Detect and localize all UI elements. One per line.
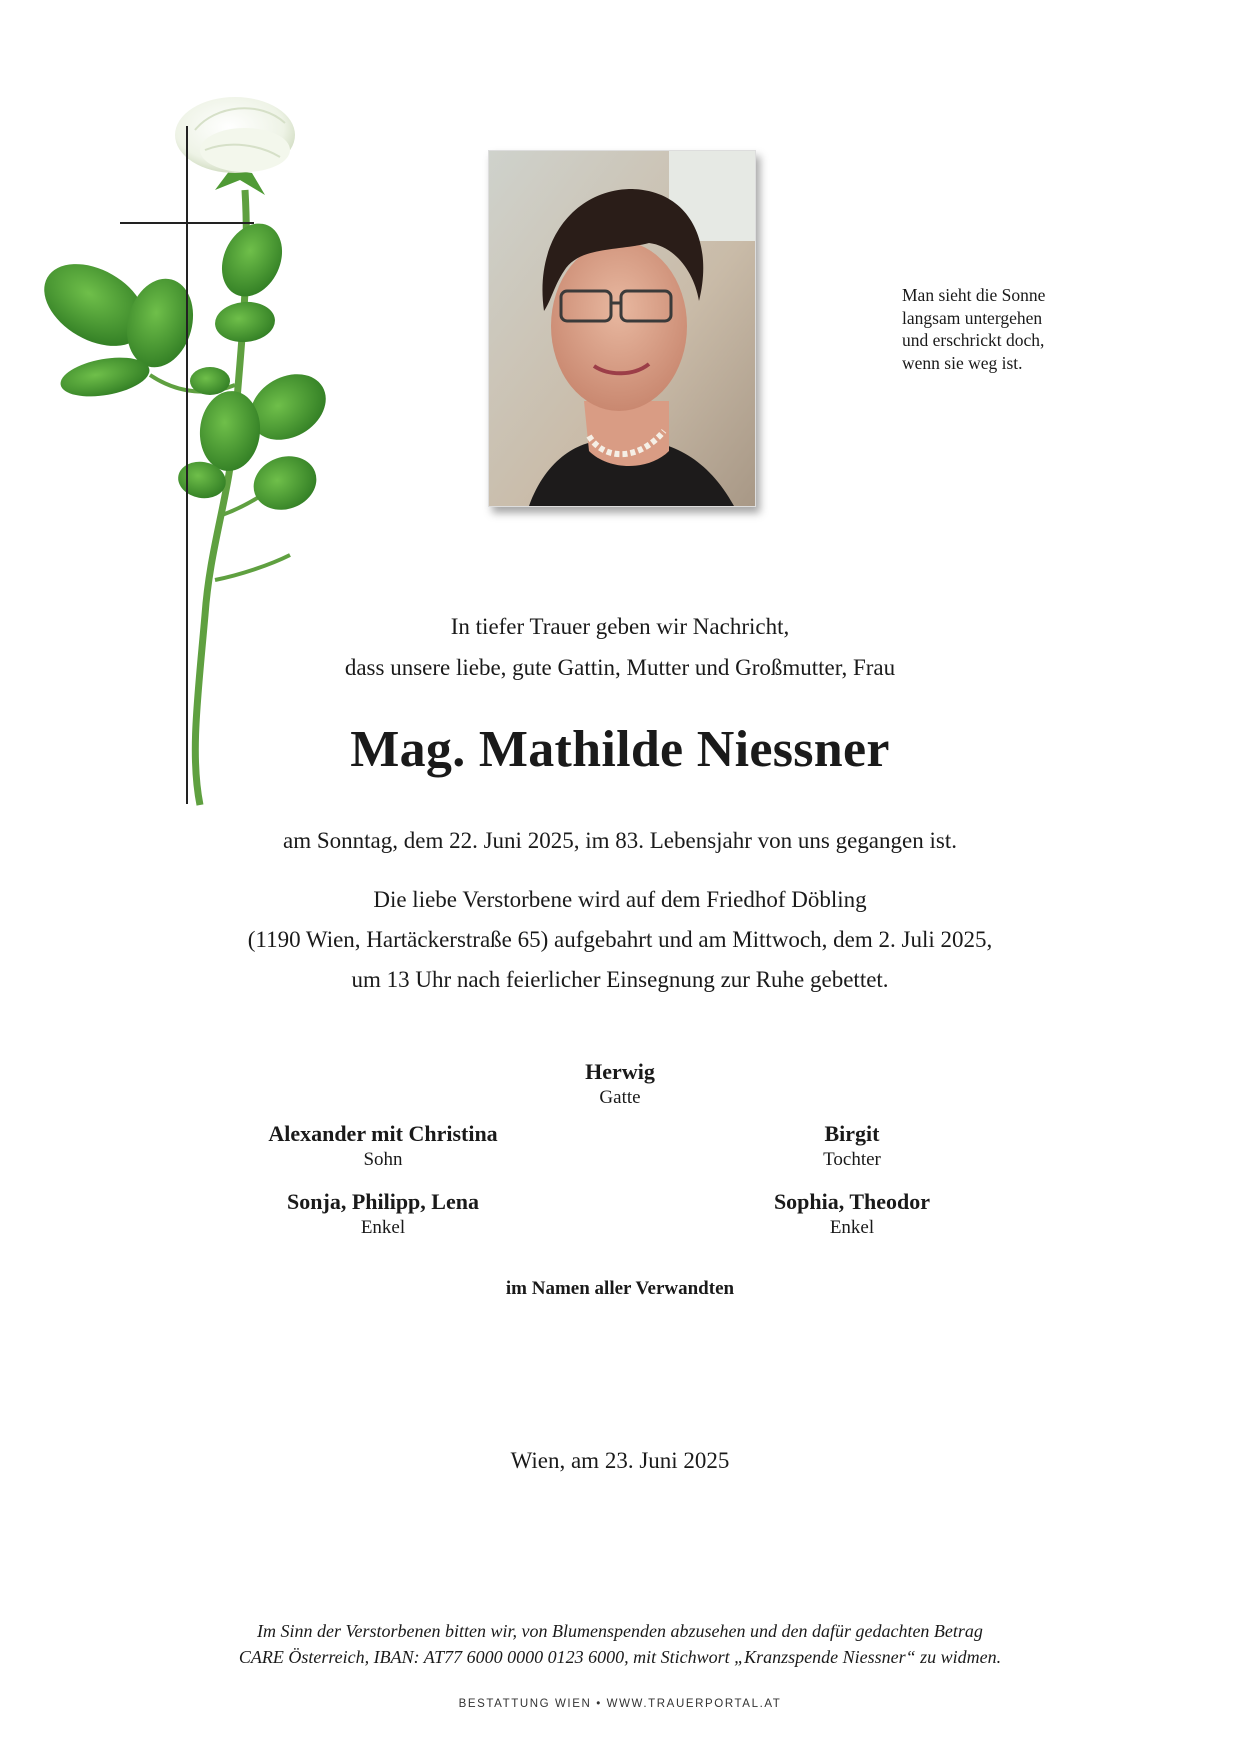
spouse-relation: Gatte [599,1087,641,1108]
family-daughter [652,1120,1052,1172]
poem-quote: Man sieht die Sonne langsam untergehen und erschrickt doch, wenn sie weg ist. [902,285,1046,373]
intro-line-1: In tiefer Trauer geben wir Nachricht, [450,614,790,639]
family-son [183,1120,583,1172]
son-relation: Sohn [363,1149,403,1170]
grandchildren-2-relation: Enkel [829,1217,875,1238]
death-notice: am Sonntag, dem 22. Juni 2025, im 83. Lebensjahr von uns gegangen ist. [283,828,957,853]
family-grandchildren-2 [652,1188,1052,1240]
cross-vertical-bar [186,126,188,804]
grandchildren-1-names: Sonja, Philipp, Lena [287,1189,479,1214]
white-rose-image [30,95,380,810]
on-behalf-note: im Namen aller Verwandten [505,1278,735,1299]
grandchildren-1-relation: Enkel [360,1217,406,1238]
place-date: Wien, am 23. Juni 2025 [510,1448,730,1473]
spouse-name: Herwig [585,1059,655,1084]
son-name: Alexander mit Christina [268,1121,498,1146]
daughter-name: Birgit [824,1121,880,1146]
funeral-line-1: Die liebe Verstorbene wird auf dem Friedhof Döbling [373,887,867,912]
footer-credit: BESTATTUNG WIEN • WWW.TRAUERPORTAL.AT [458,1698,782,1710]
intro-line-2: dass unsere liebe, gute Gattin, Mutter und Großmutter, Frau [344,655,896,680]
donation-line-2: CARE Österreich, IBAN: AT77 6000 0000 0123 6000, mit Stichwort „Kranzspende Niessner“ zu widmen. [238,1647,1002,1667]
intro-text [0,606,1240,688]
daughter-relation: Tochter [823,1149,881,1170]
funeral-line-2: (1190 Wien, Hartäckerstraße 65) aufgebahrt und am Mittwoch, dem 2. Juli 2025, [247,927,993,952]
family-grandchildren-1 [183,1188,583,1240]
funeral-details [0,880,1240,1000]
donation-line-1: Im Sinn der Verstorbenen bitten wir, von Blumenspenden abzusehen und den dafür gedachten Betrag [257,1621,983,1641]
funeral-line-3: um 13 Uhr nach feierlicher Einsegnung zur Ruhe gebettet. [351,967,889,992]
grandchildren-2-names: Sophia, Theodor [773,1189,931,1214]
cross-horizontal-bar [120,222,254,224]
portrait-photo [488,150,756,507]
deceased-name: Mag. Mathilde Niessner [350,721,890,778]
family-spouse [420,1058,820,1110]
donation-request [0,1618,1240,1670]
